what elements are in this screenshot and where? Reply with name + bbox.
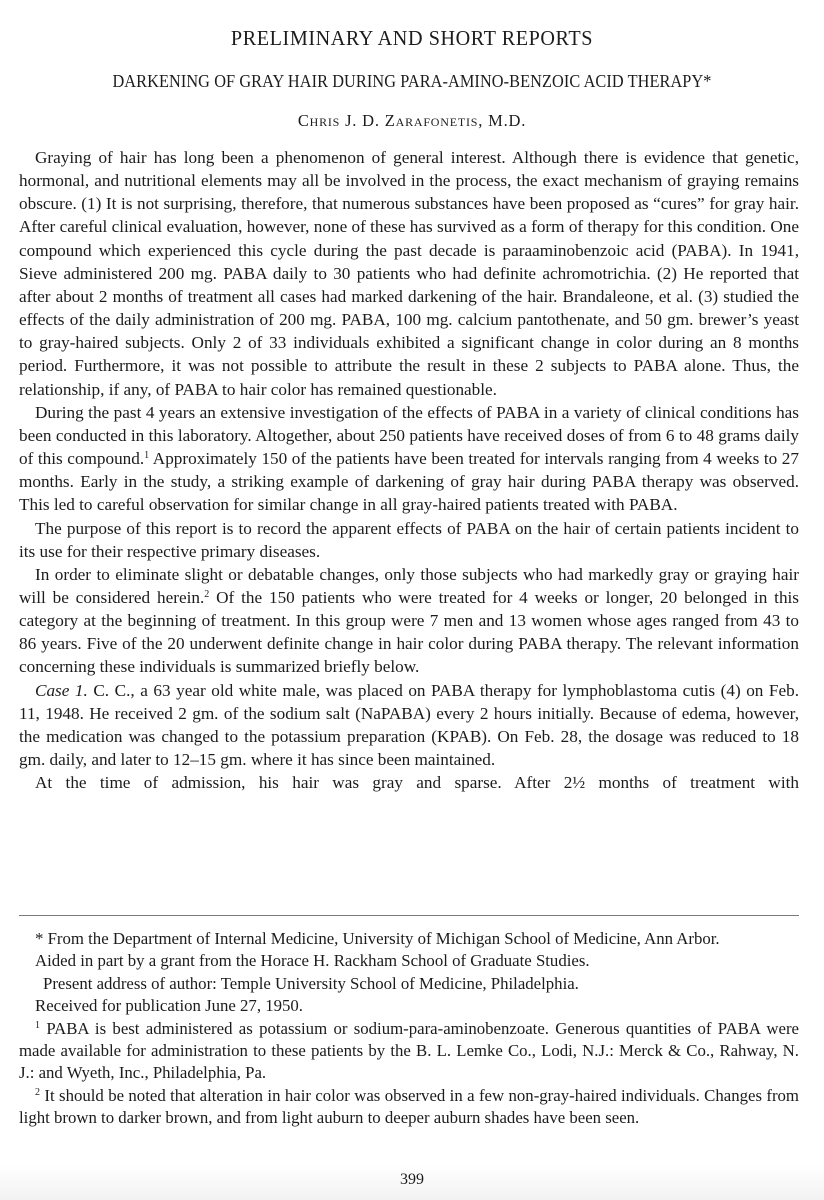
- footnotes: [19, 928, 799, 1130]
- case-label: Case 1.: [35, 680, 88, 700]
- footnote-address: Present address of author: Temple University School of Medicine, Philadelphia.: [43, 973, 579, 993]
- body-paragraph: [19, 563, 799, 679]
- footnote-marker: 2: [35, 1086, 40, 1098]
- page-number: 399: [400, 1171, 424, 1188]
- article-title: DARKENING OF GRAY HAIR DURING PARA-AMINO-BENZOIC ACID THERAPY*: [112, 71, 712, 91]
- footnote-received: Received for publication June 27, 1950.: [35, 996, 303, 1016]
- footnote-divider: [19, 915, 799, 916]
- footnote-2: [19, 1085, 799, 1130]
- footnote-text: PABA is best administered as potassium or sodium-para-aminobenzoate. Generous quantities of PABA were made available for administration to these patients by the B. L. Lemke Co., Lodi, N.J.: Merck & Co., Rahway, N. J.: and Wyeth, Inc., Philadelphia, Pa.: [19, 1018, 799, 1083]
- footnote-grant: Aided in part by a grant from the Horace H. Rackham School of Graduate Studies.: [35, 951, 590, 971]
- footnote-ref: 2: [204, 588, 210, 600]
- footnote-marker: 1: [35, 1019, 40, 1031]
- body-paragraph: The purpose of this report is to record the apparent effects of PABA on the hair of certain patients incident to its use for their respective primary diseases.: [19, 518, 799, 561]
- footnote-1: [19, 1018, 799, 1085]
- body-paragraph: Graying of hair has long been a phenomenon of general interest. Although there is evidence that genetic, hormonal, and nutritional elements may all be involved in the process, the exact mechanism of graying remains obscure. (1) It is not surprising, therefore, that numerous substances have been proposed as “cures” for gray hair. After careful clinical evaluation, however, none of these has survived as a form of therapy for this condition. One compound which experienced this cycle during the past decade is paraaminobenzoic acid (PABA). In 1941, Sieve administered 200 mg. PABA daily to 30 patients who had definite achromotrichia. (2) He reported that after about 2 months of treatment all cases had marked darkening of the hair. Brandaleone, et al. (3) studied the effects of the daily administration of 200 mg. PABA, 100 mg. calcium pantothenate, and 50 gm. brewer’s yeast to gray-haired subjects. Only 2 of 33 individuals exhibited a significant change in color during an 8 months period. Furthermore, it was not possible to attribute the result in these 2 subjects to PABA alone. Thus, the relationship, if any, of PABA to hair color has remained questionable.: [19, 148, 799, 399]
- body-paragraph: [19, 401, 799, 517]
- author-byline: Chris J. D. Zarafonetis, M.D.: [297, 111, 527, 130]
- paragraph-text: During the past 4 years an extensive investigation of the effects of PABA in a variety of clinical conditions has been conducted in this laboratory. Altogether, about 250 patients have received doses of from 6 to 48 grams daily of this compound.: [19, 402, 799, 469]
- article-body: [19, 146, 799, 794]
- paragraph-text: Approximately 150 of the patients have been treated for intervals ranging from 4 weeks to 27 months. Early in the study, a striking example of darkening of gray hair during PABA therapy was observed. This led to careful observation for similar change in all gray-haired patients treated with PABA.: [19, 449, 799, 515]
- footnote-affiliation: * From the Department of Internal Medicine, University of Michigan School of Medicine, Ann Arbor.: [35, 929, 720, 948]
- footnote-ref: 1: [144, 450, 150, 462]
- footnote-text: It should be noted that alteration in hair color was observed in a few non-gray-haired individuals. Changes from light brown to darker brown, and from light auburn to deeper auburn shades have been seen.: [19, 1085, 799, 1128]
- body-paragraph: At the time of admission, his hair was gray and sparse. After 2½ months of treatment with: [35, 773, 799, 793]
- paragraph-text: Of the 150 patients who were treated for 4 weeks or longer, 20 belonged in this category at the beginning of treatment. In this group were 7 men and 13 women whose ages ranged from 43 to 86 years. Five of the 20 underwent definite change in hair color during PABA therapy. The relevant information concerning these individuals is summarized briefly below.: [19, 587, 799, 677]
- paragraph-text: C. C., a 63 year old white male, was placed on PABA therapy for lymphoblastoma cutis (4) on Feb. 11, 1948. He received 2 gm. of the sodium salt (NaPABA) every 2 hours initially. Because of edema, however, the medication was changed to the potassium preparation (KPAB). On Feb. 28, the dosage was reduced to 18 gm. daily, and later to 12–15 gm. where it has since been maintained.: [19, 680, 800, 770]
- case-paragraph: [19, 679, 799, 772]
- section-heading: PRELIMINARY AND SHORT REPORTS: [230, 26, 594, 50]
- paragraph-text: In order to eliminate slight or debatable changes, only those subjects who had markedly gray or graying hair will be considered herein.: [19, 564, 799, 607]
